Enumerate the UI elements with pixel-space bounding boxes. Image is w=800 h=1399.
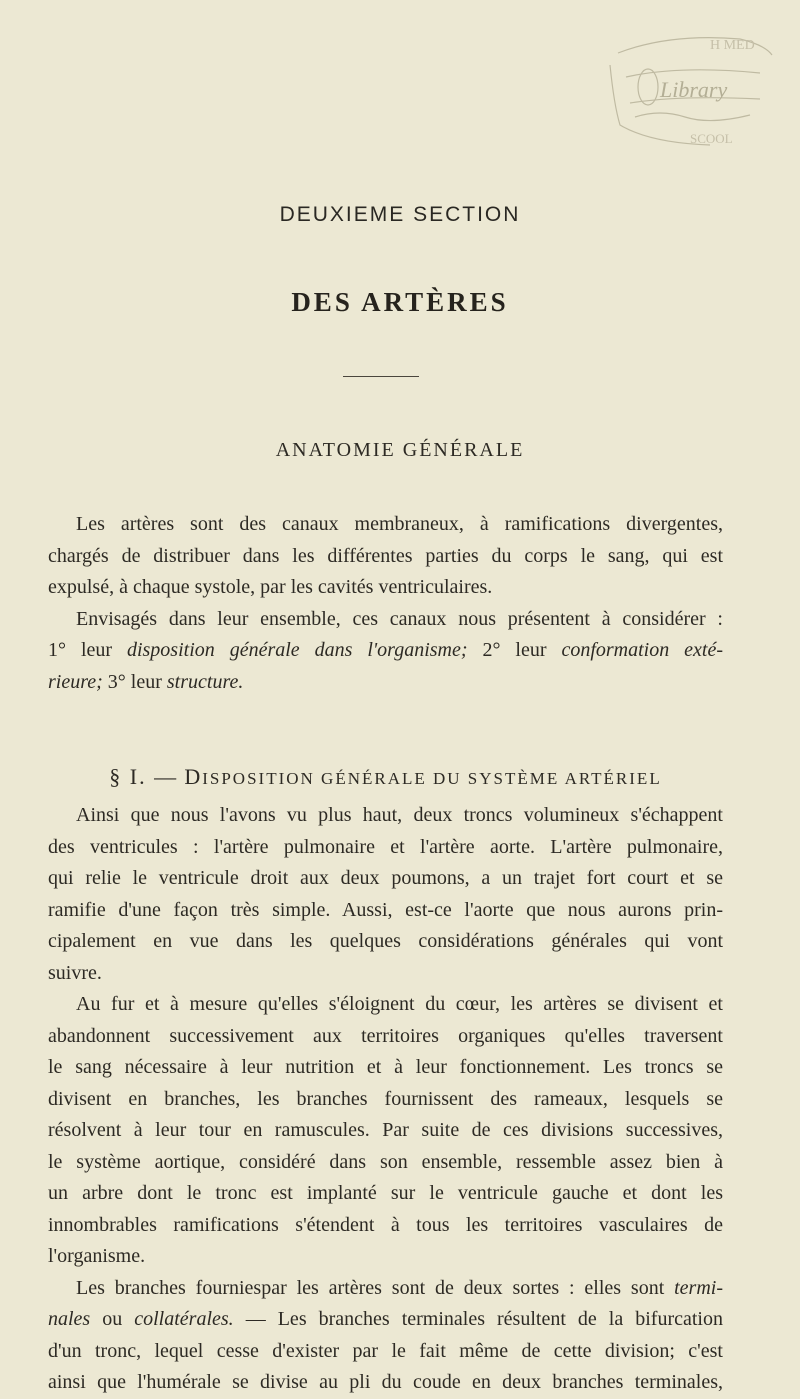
svg-text:SCOOL: SCOOL (690, 131, 733, 146)
text-line: Au fur et à mesure qu'elles s'éloignent du cœur, les artères se divisent et (76, 993, 723, 1015)
paragraph-heading: § I. — DISPOSITION GÉNÉRALE DU SYSTÈME ARTÉRIEL (109, 764, 662, 789)
text-line: expulsé, à chaque systole, par les cavités ventriculaires. (48, 576, 493, 598)
text-line: le système aortique, considéré dans son ensemble, ressemble assez bien à (48, 1150, 723, 1173)
text-line: le sang nécessaire à leur nutrition et à leur fonctionnement. Les troncs se (48, 1056, 723, 1078)
library-stamp (590, 25, 780, 155)
text-line: nales ou collatérales. — Les branches terminales résultent de la bifurcation (48, 1308, 723, 1330)
text-line: des ventricules : l'artère pulmonaire et l'artère aorte. L'artère pulmonaire, (48, 835, 723, 858)
text-line: Les artères sont des canaux membraneux, à ramifications divergentes, (76, 513, 723, 535)
text-line: cipalement en vue dans les quelques considérations générales qui vont (48, 930, 723, 952)
subtitle: ANATOMIE GÉNÉRALE (275, 439, 525, 461)
text-line: ramifie d'une façon très simple. Aussi, est-ce l'aorte que nous aurons prin- (48, 898, 723, 921)
text-line: l'organisme. (48, 1245, 146, 1267)
title-rule (343, 376, 419, 377)
text-line: ainsi que l'humérale se divise au pli du coude en deux branches terminales, (48, 1371, 723, 1393)
body-text (48, 800, 723, 1399)
text-line: Ainsi que nous l'avons vu plus haut, deux troncs volumineux s'échappent (76, 804, 723, 826)
enumeration-line: rieure; 3° leur structure. (48, 670, 244, 693)
text-line: Les branches fourniespar les artères sont de deux sortes : elles sont termi- (76, 1276, 723, 1299)
text-line: chargés de distribuer dans les différentes parties du corps le sang, qui est (48, 544, 723, 567)
text-line: qui relie le ventricule droit aux deux poumons, a un trajet fort court et se (48, 867, 723, 889)
svg-text:H MED: H MED (710, 38, 755, 53)
section-title: DEUXIEME SECTION (279, 203, 521, 226)
text-line: résolvent à leur tour en ramuscules. Par suite de ces divisions successives, (48, 1119, 723, 1141)
text-line: suivre. (48, 961, 102, 984)
text-line: un arbre dont le tronc est implanté sur le ventricule gauche et dont les (48, 1182, 723, 1204)
enumeration-line: 1° leur disposition générale dans l'organisme; 2° leur conformation exté- (48, 639, 723, 661)
page-title: DES ARTÈRES (291, 287, 509, 317)
text-line: divisent en branches, les branches fournissent des rameaux, lesquels se (48, 1087, 723, 1110)
text-line: Envisagés dans leur ensemble, ces canaux nous présentent à considérer : (76, 607, 723, 630)
svg-text:Library: Library (660, 77, 728, 102)
text-line: innombrables ramifications s'étendent à tous les territoires vasculaires de (48, 1213, 723, 1236)
text-line: abandonnent successivement aux territoires organiques qu'elles traversent (48, 1024, 723, 1047)
text-line: d'un tronc, lequel cesse d'exister par le fait même de cette division; c'est (48, 1339, 723, 1362)
intro-paragraph (48, 509, 723, 698)
